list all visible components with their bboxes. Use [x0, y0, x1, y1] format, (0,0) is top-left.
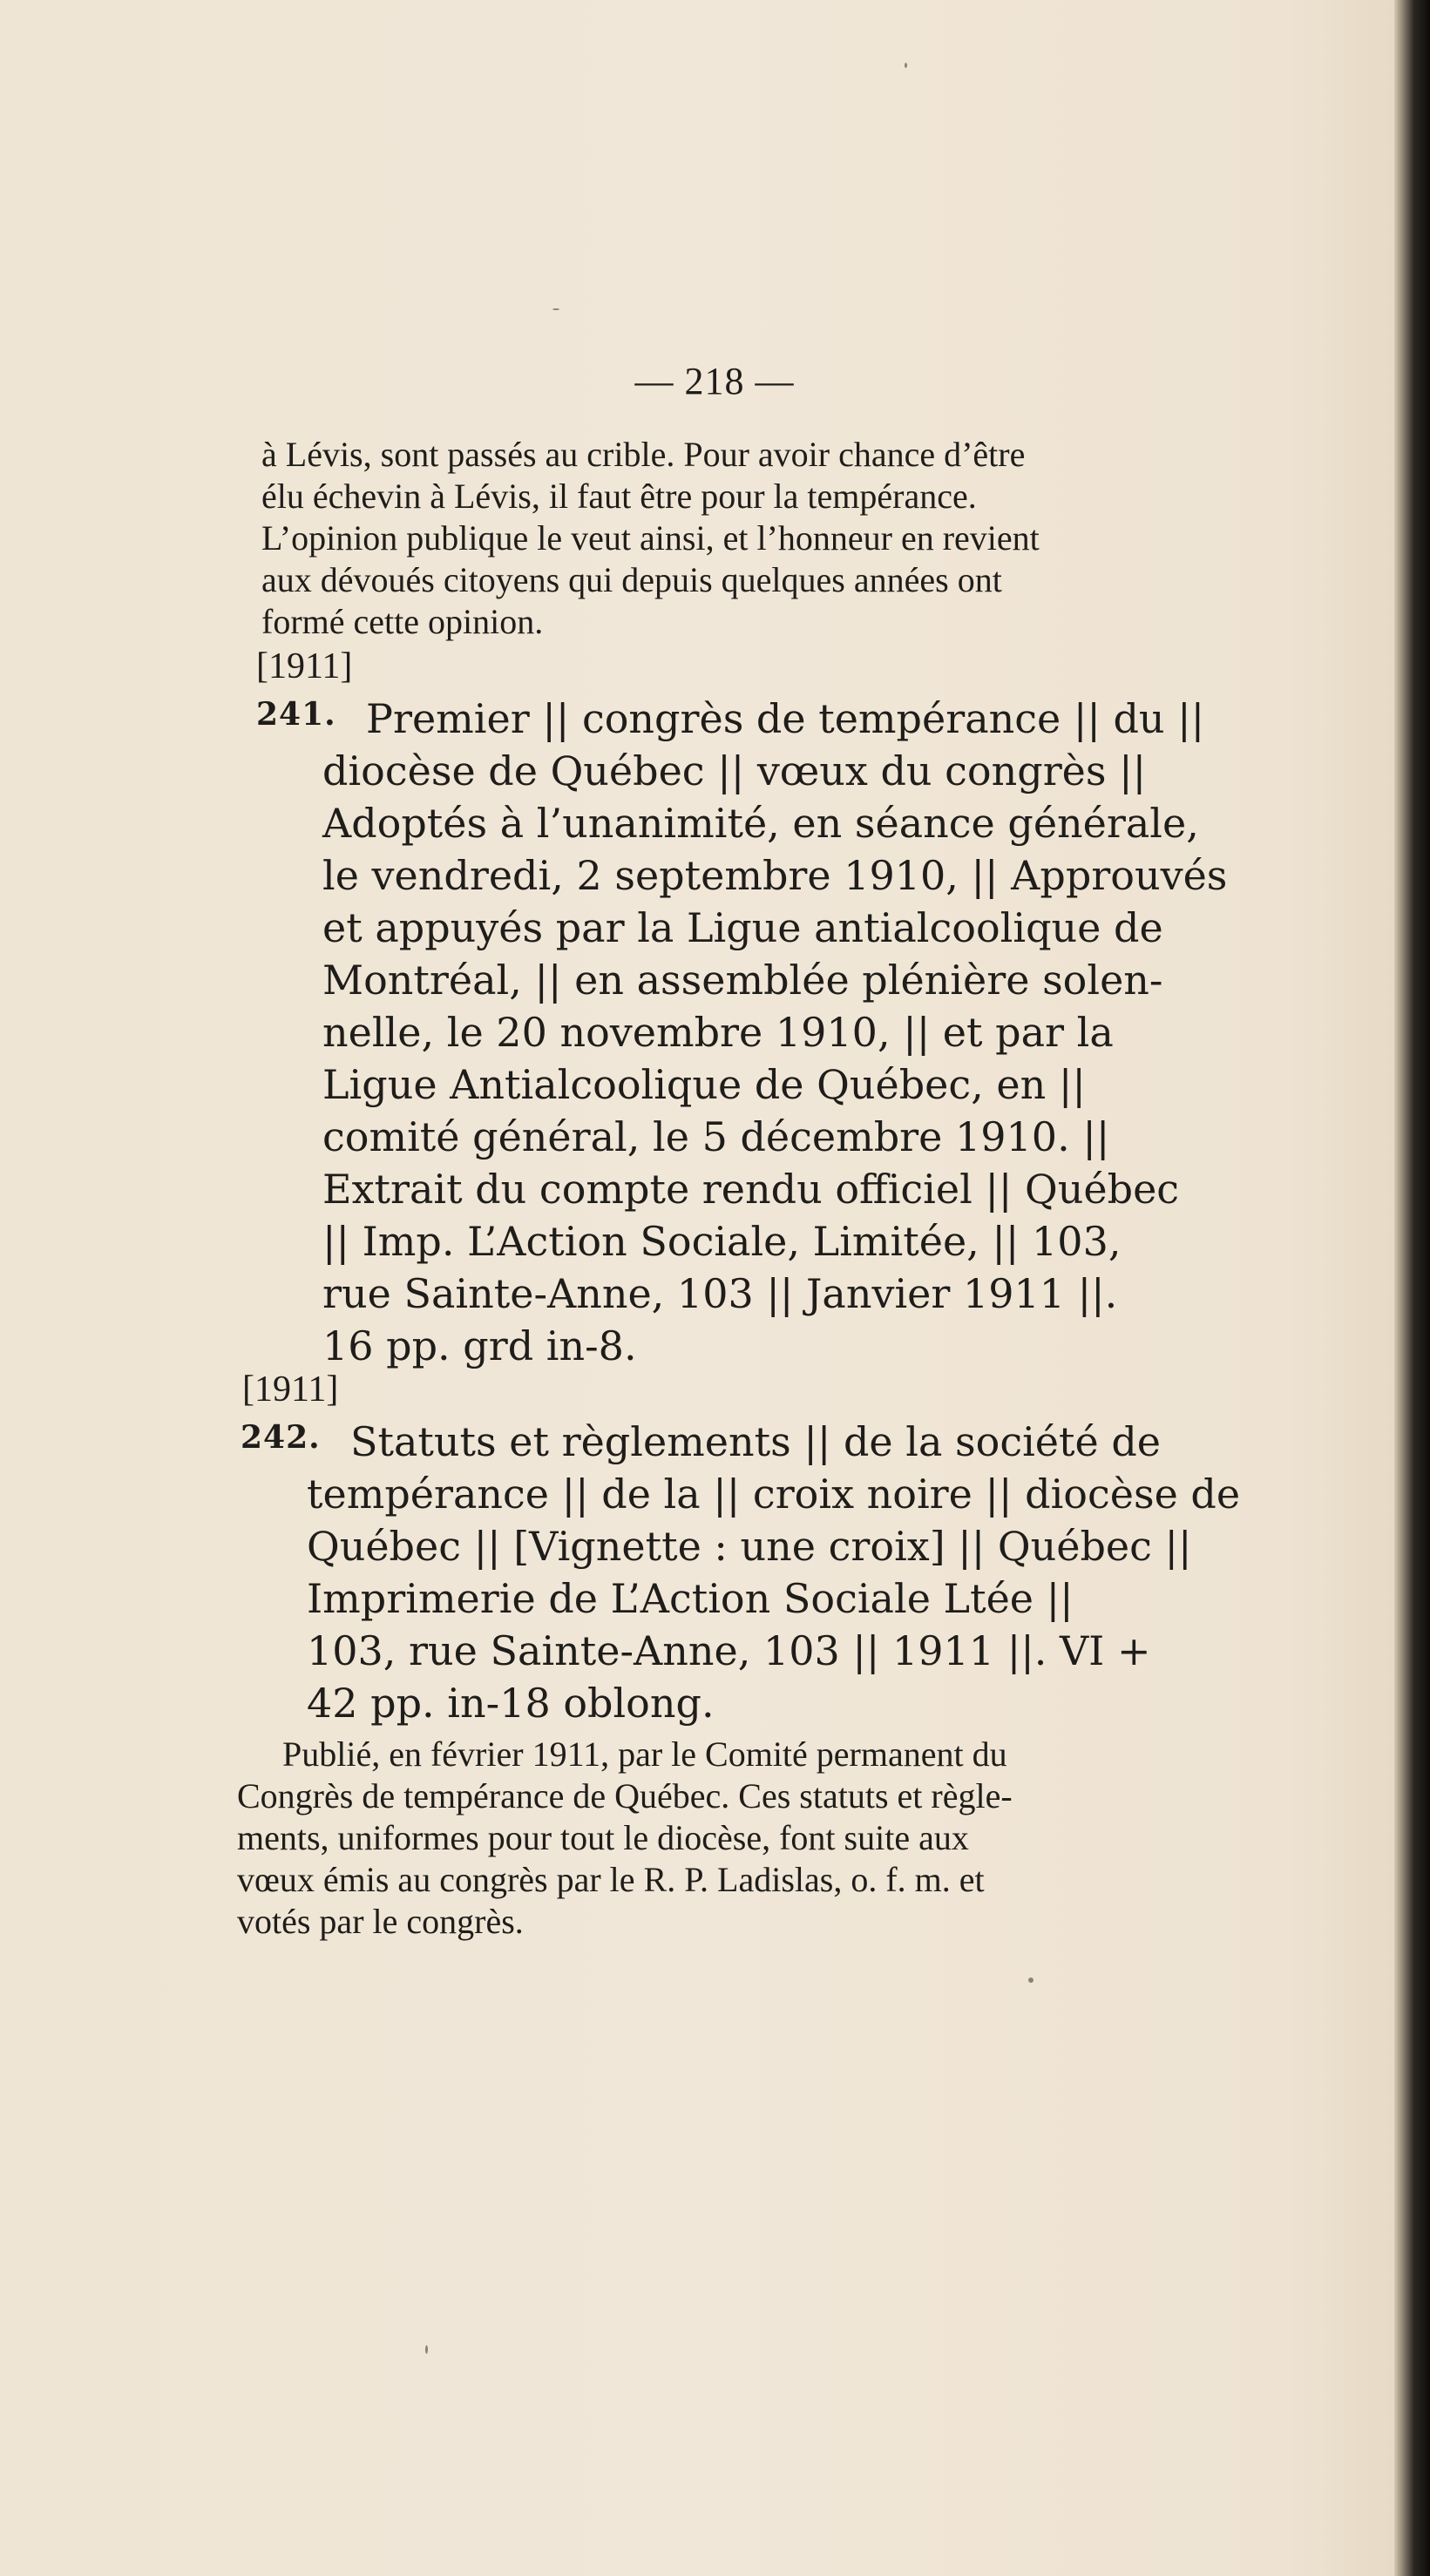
- paper-speck: [425, 2345, 428, 2354]
- entry-line: nelle, le 20 novembre 1910, || et par la: [322, 1009, 1114, 1056]
- entry-line: Adoptés à l’unanimité, en séance générale,: [322, 800, 1199, 847]
- entry-line: Extrait du compte rendu officiel || Québec: [322, 1166, 1180, 1213]
- entry-line: 103, rue Sainte-Anne, 103 || 1911 ||. VI +: [307, 1627, 1151, 1674]
- entry-line: 42 pp. in-18 oblong.: [307, 1680, 715, 1727]
- intro-line: L’opinion publique le veut ainsi, et l’honneur en revient: [261, 518, 1040, 558]
- note-line: Publié, en février 1911, par le Comité permanent du: [282, 1734, 1007, 1774]
- entry-line: Ligue Antialcoolique de Québec, en ||: [322, 1061, 1086, 1108]
- entry-year: [1911]: [242, 1369, 339, 1410]
- entry-number: 241.: [256, 696, 336, 733]
- entry-line: Statuts et règlements || de la société de: [350, 1418, 1162, 1465]
- entry-line: 16 pp. grd in-8.: [322, 1322, 637, 1369]
- intro-line: aux dévoués citoyens qui depuis quelques années ont: [261, 560, 1002, 599]
- entry-line: le vendredi, 2 septembre 1910, || Approuvés: [322, 852, 1228, 899]
- note-line: votés par le congrès.: [237, 1902, 524, 1941]
- page-number: — 218 —: [634, 360, 795, 402]
- paper-speck: [1028, 1978, 1034, 1983]
- paper-speck: [905, 63, 907, 68]
- entry-line: diocèse de Québec || vœux du congrès ||: [322, 747, 1147, 794]
- note-line: Congrès de tempérance de Québec. Ces statuts et règle-: [237, 1776, 1013, 1815]
- intro-line: formé cette opinion.: [261, 602, 544, 641]
- intro-line: élu échevin à Lévis, il faut être pour la tempérance.: [261, 477, 977, 516]
- note-line: vœux émis au congrès par le R. P. Ladislas, o. f. m. et: [237, 1860, 985, 1899]
- entry-year: [1911]: [256, 646, 353, 686]
- entry-line: Imprimerie de L’Action Sociale Ltée ||: [307, 1575, 1074, 1622]
- entry-line: et appuyés par la Ligue antialcoolique de: [322, 904, 1163, 951]
- book-spine-shadow: [1394, 0, 1430, 2576]
- intro-line: à Lévis, sont passés au crible. Pour avoir chance d’être: [261, 435, 1026, 474]
- entry-line: rue Sainte-Anne, 103 || Janvier 1911 ||.: [322, 1270, 1118, 1317]
- entry-line: Québec || [Vignette : une croix] || Québec ||: [307, 1523, 1192, 1570]
- paper-speck: [552, 308, 559, 310]
- entry-line: Montréal, || en assemblée plénière solen-: [322, 957, 1163, 1004]
- entry-number: 242.: [241, 1419, 321, 1456]
- entry-line: tempérance || de la || croix noire || diocèse de: [307, 1471, 1241, 1518]
- entry-line: comité général, le 5 décembre 1910. ||: [322, 1113, 1110, 1160]
- note-line: ments, uniformes pour tout le diocèse, font suite aux: [237, 1818, 969, 1857]
- entry-line: || Imp. L’Action Sociale, Limitée, || 103,: [322, 1218, 1122, 1265]
- entry-line: Premier || congrès de tempérance || du ||: [366, 695, 1205, 742]
